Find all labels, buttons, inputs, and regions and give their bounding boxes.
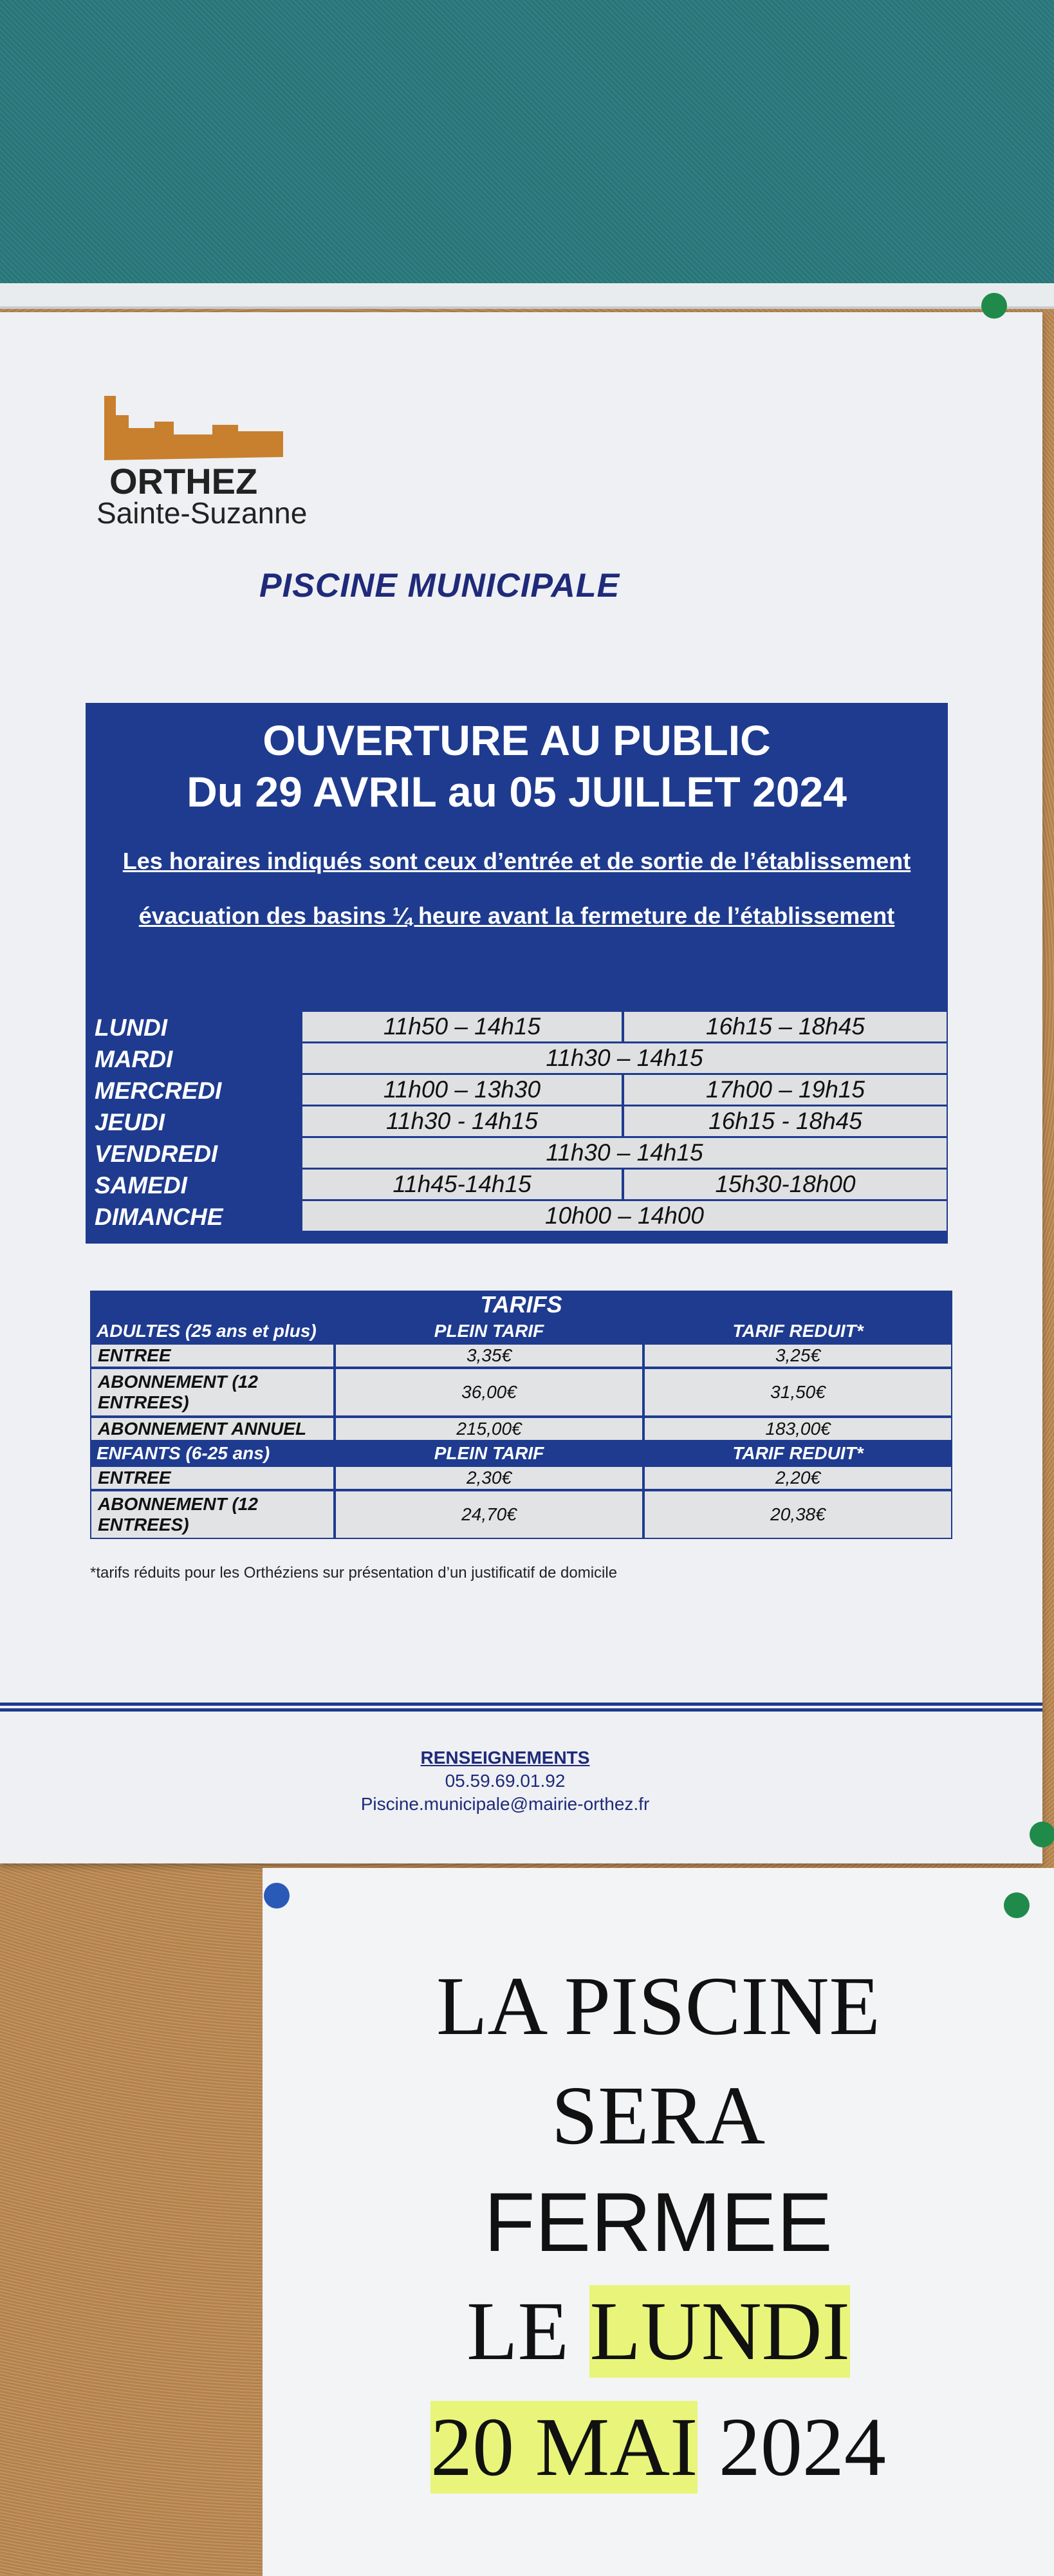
closure-line-4 [263, 2283, 1054, 2380]
poster-title: PISCINE MUNICIPALE [259, 567, 620, 604]
col-reduit: TARIF REDUIT* [732, 1321, 864, 1341]
board-frame [0, 283, 1054, 309]
time-slot: 16h15 - 18h45 [623, 1105, 948, 1137]
tarif-row [90, 1490, 952, 1539]
time-slot: 11h30 - 14h15 [301, 1105, 623, 1137]
opening-note-2: évacuation des basins ¼ heure avant la fermeture de l’établissement [138, 902, 895, 929]
tarif-label: ABONNEMENT (12 ENTREES) [90, 1490, 335, 1539]
opening-note-1: Les horaires indiqués sont ceux d’entrée et de sortie de l’établissement [122, 848, 911, 874]
col-plein: PLEIN TARIF [434, 1321, 544, 1341]
pin-icon [1004, 1892, 1030, 1918]
day-label: VENDREDI [95, 1141, 218, 1167]
closure-notice [263, 1868, 1054, 2576]
time-slot: 10h00 – 14h00 [301, 1200, 948, 1232]
wall [0, 0, 1054, 309]
time-slot: 15h30-18h00 [623, 1168, 948, 1200]
footnote: *tarifs réduits pour les Orthéziens sur présentation d’un justificatif de domicile [90, 1564, 618, 1582]
pin-icon [1030, 1822, 1054, 1847]
tarif-row [90, 1417, 952, 1441]
price: 31,50€ [643, 1368, 952, 1417]
tarif-label: ENTREE [90, 1466, 335, 1490]
tarifs-table [90, 1291, 952, 1539]
closure-line-2: SERA [551, 2069, 766, 2162]
children-label: ENFANTS (6-25 ans) [97, 1443, 270, 1463]
col-plein: PLEIN TARIF [434, 1443, 544, 1463]
day-label: MARDI [95, 1046, 173, 1072]
time-slot: 11h50 – 14h15 [301, 1011, 623, 1043]
orthez-logo [97, 383, 354, 550]
divider [0, 1703, 1042, 1712]
opening-heading: OUVERTURE AU PUBLIC [263, 716, 771, 764]
price: 24,70€ [335, 1490, 643, 1539]
adults-label: ADULTES (25 ans et plus) [97, 1321, 317, 1341]
day-label: JEUDI [95, 1109, 165, 1135]
price: 2,20€ [643, 1466, 952, 1490]
tarifs-title: TARIFS [480, 1291, 562, 1318]
closure-line-1: LA PISCINE [436, 1960, 880, 2053]
opening-hours-box [86, 703, 948, 1244]
logo-subtitle: Sainte-Suzanne [97, 496, 308, 530]
price: 215,00€ [335, 1417, 643, 1441]
info-phone: 05.59.69.01.92 [445, 1771, 566, 1791]
logo-town: ORTHEZ [109, 461, 258, 501]
tarif-row [90, 1343, 952, 1368]
info-email: Piscine.municipale@mairie-orthez.fr [360, 1794, 650, 1814]
time-slot: 11h00 – 13h30 [301, 1074, 623, 1106]
day-label: SAMEDI [95, 1172, 187, 1199]
col-reduit: TARIF REDUIT* [732, 1443, 864, 1463]
time-slot: 11h30 – 14h15 [301, 1137, 948, 1169]
price: 36,00€ [335, 1368, 643, 1417]
pool-schedule-poster [0, 312, 1042, 1863]
closure-day-highlight: LUNDI [589, 2285, 850, 2378]
time-slot: 11h45-14h15 [301, 1168, 623, 1200]
opening-dates: Du 29 AVRIL au 05 JUILLET 2024 [187, 768, 847, 816]
price: 2,30€ [335, 1466, 643, 1490]
contact-info [0, 1746, 1010, 1816]
closure-line-5 [263, 2399, 1054, 2496]
tarif-label: ABONNEMENT (12 ENTREES) [90, 1368, 335, 1417]
time-slot: 11h30 – 14h15 [301, 1042, 948, 1074]
price: 183,00€ [643, 1417, 952, 1441]
closure-year: 2024 [698, 2401, 886, 2494]
castle-icon [97, 383, 354, 467]
info-heading: RENSEIGNEMENTS [420, 1748, 590, 1768]
tarif-label: ENTREE [90, 1343, 335, 1368]
day-label: DIMANCHE [95, 1204, 223, 1230]
pin-icon [981, 293, 1007, 319]
price: 20,38€ [643, 1490, 952, 1539]
time-slot: 17h00 – 19h15 [623, 1074, 948, 1106]
price: 3,35€ [335, 1343, 643, 1368]
tarif-row [90, 1368, 952, 1417]
tarif-label: ABONNEMENT ANNUEL [90, 1417, 335, 1441]
tarif-row [90, 1466, 952, 1490]
closure-le: LE [467, 2285, 590, 2378]
day-label: LUNDI [95, 1014, 168, 1041]
closure-line-3: FERMEE [484, 2175, 833, 2269]
time-slot: 16h15 – 18h45 [623, 1011, 948, 1043]
closure-date-highlight: 20 MAI [430, 2401, 698, 2494]
price: 3,25€ [643, 1343, 952, 1368]
pin-icon [264, 1883, 290, 1909]
day-label: MERCREDI [95, 1078, 222, 1104]
